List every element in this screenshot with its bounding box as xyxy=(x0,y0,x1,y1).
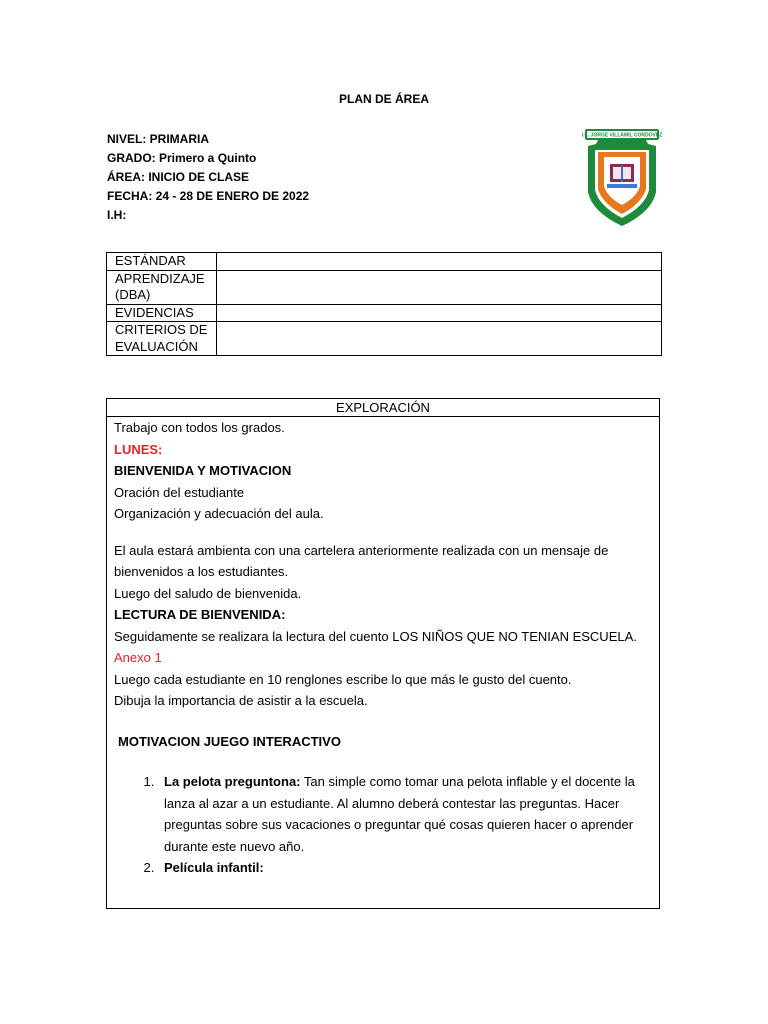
classroom-text: El aula estará ambienta con una cartelera anteriormente realizada con un mensaje de bienvenidos a los estudiantes. xyxy=(114,542,609,579)
header-info xyxy=(107,130,309,225)
evidence-label: EVIDENCIAS xyxy=(107,304,217,322)
list-item xyxy=(158,857,651,879)
learning-value xyxy=(217,270,662,304)
table-row xyxy=(107,304,662,322)
reading-text: Seguidamente se realizara la lectura del cuento LOS NIÑOS QUE NO TENIAN ESCUELA. xyxy=(114,628,637,644)
table-row xyxy=(107,270,662,304)
writing-text: Luego cada estudiante en 10 renglones escribe lo que más le gusto del cuento. xyxy=(114,671,572,687)
drawing-text: Dibuja la importancia de asistir a la escuela. xyxy=(114,693,368,708)
spacer xyxy=(114,712,651,731)
game-title: MOTIVACION JUEGO INTERACTIVO xyxy=(118,733,341,749)
day-label: LUNES: xyxy=(114,441,163,457)
table-row xyxy=(107,253,662,271)
criteria-label: CRITERIOS DE EVALUACIÓN xyxy=(107,322,217,356)
exploration-body xyxy=(107,417,659,879)
exploration-box xyxy=(106,398,660,909)
evidence-value xyxy=(217,304,662,322)
learning-label: APRENDIZAJE (DBA) xyxy=(107,270,217,304)
game-description: Tan simple como tomar una pelota inflable y el docente la lanza al azar a un estudiante. Al alumno deberá contestar las preguntas. Hacer preguntas sobre sus vacaciones o preguntar qué cosas quieren hacer o aprender durante este nuevo año. xyxy=(164,774,635,854)
school-shield-logo xyxy=(582,126,662,228)
level-line: NIVEL: PRIMARIA xyxy=(107,132,209,146)
intro-text: Trabajo con todos los grados. xyxy=(114,420,285,435)
logo-banner-text: I.E. JORGE VILLAMIL CORDOVEZ xyxy=(582,132,662,139)
organization-text: Organización y adecuación del aula. xyxy=(114,506,324,521)
spacer xyxy=(114,752,651,771)
game-name: La pelota preguntona: xyxy=(164,774,301,789)
games-list xyxy=(114,771,651,879)
area-line: ÁREA: INICIO DE CLASE xyxy=(107,170,250,184)
spacer xyxy=(114,525,651,540)
exploration-heading: EXPLORACIÓN xyxy=(107,399,659,417)
table-row xyxy=(107,322,662,356)
grade-line: GRADO: Primero a Quinto xyxy=(107,151,257,165)
date-line: FECHA: 24 - 28 DE ENERO DE 2022 xyxy=(107,189,310,203)
list-item xyxy=(158,771,651,857)
greeting-text: Luego del saludo de bienvenida. xyxy=(114,585,302,601)
hours-line: I.H: xyxy=(107,208,127,222)
page-title: PLAN DE ÁREA xyxy=(338,92,429,106)
annex-label: Anexo 1 xyxy=(114,650,162,665)
standard-label: ESTÁNDAR xyxy=(107,253,217,271)
welcome-title: BIENVENIDA Y MOTIVACION xyxy=(114,463,292,478)
game-name: Película infantil: xyxy=(164,860,264,875)
prayer-text: Oración del estudiante xyxy=(114,484,245,500)
criteria-value xyxy=(217,322,662,356)
standard-value xyxy=(217,253,662,271)
reading-title: LECTURA DE BIENVENIDA: xyxy=(114,607,286,622)
standards-table xyxy=(106,252,662,356)
